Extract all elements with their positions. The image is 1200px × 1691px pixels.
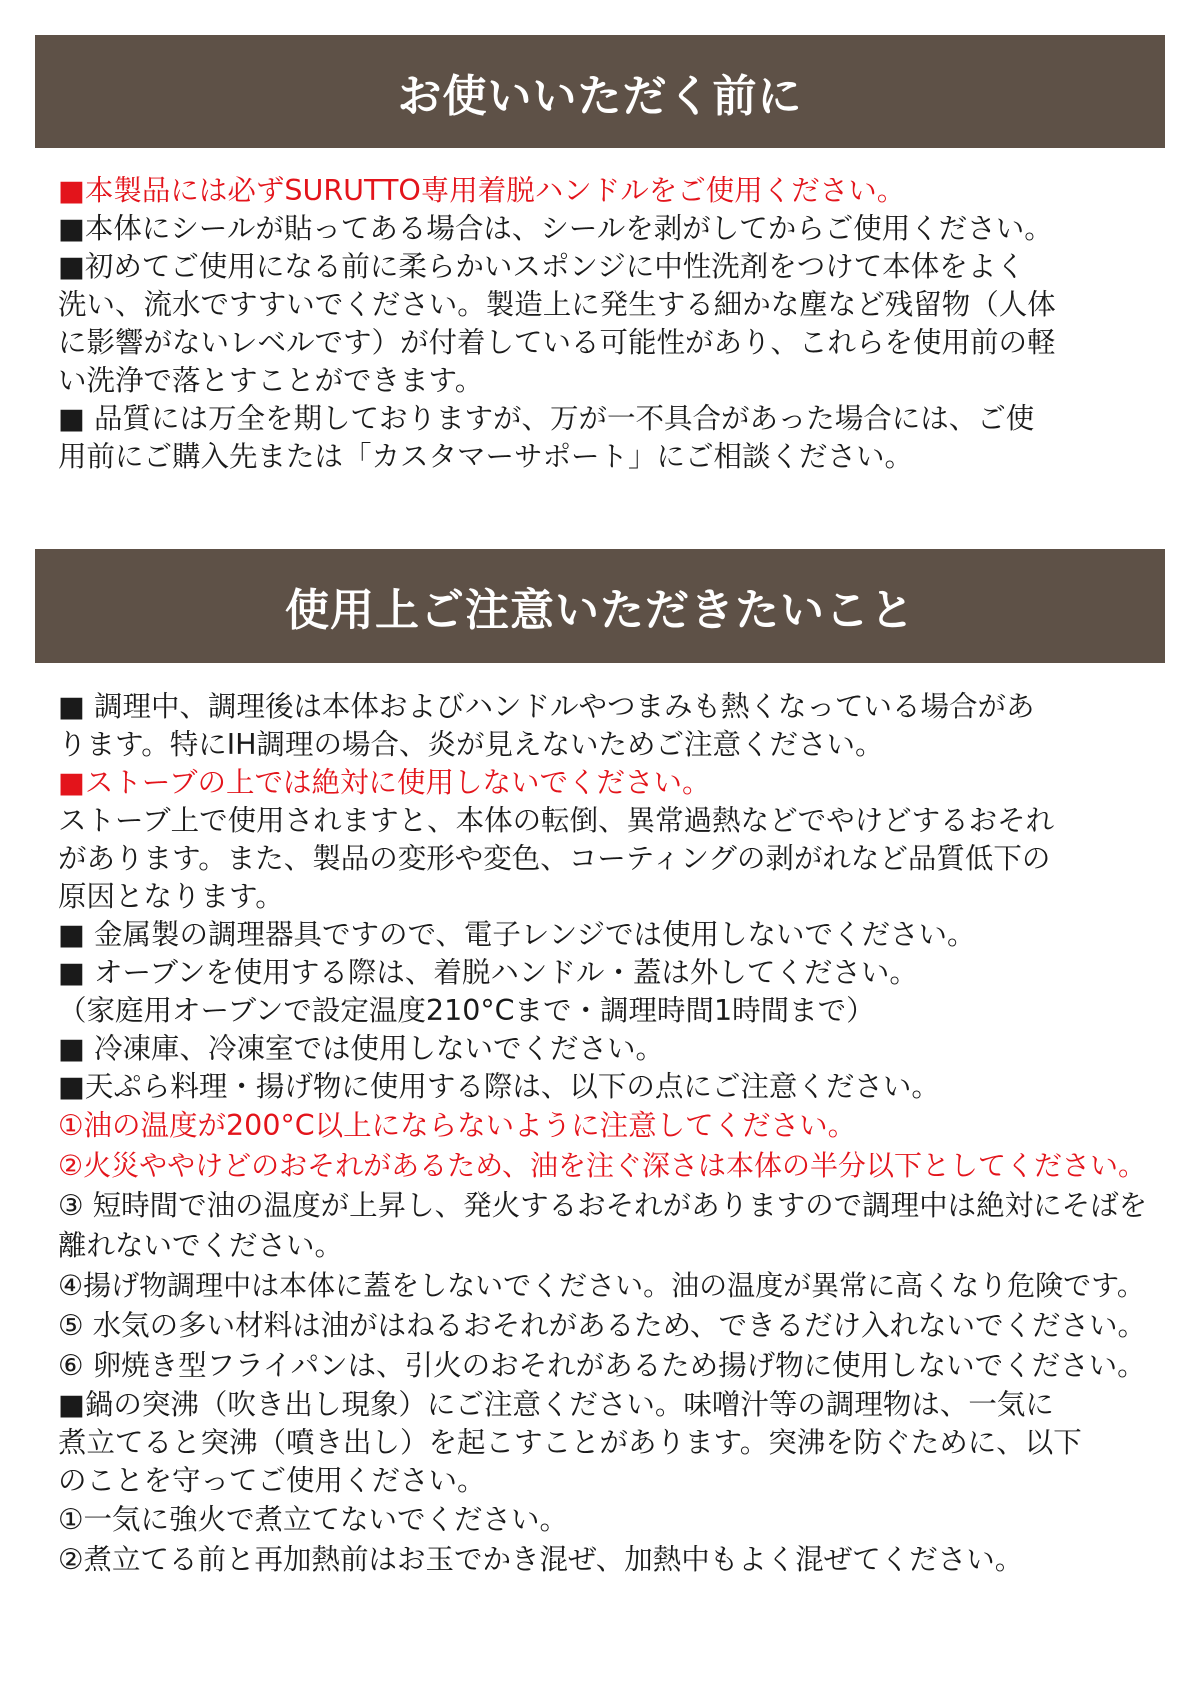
text-line: ります。特にIH調理の場合、炎が見えないためご注意ください。: [58, 728, 884, 761]
text-line: のことを守ってご使用ください。: [58, 1464, 486, 1497]
section-title: 使用上ご注意いただきたいこと: [285, 585, 915, 636]
text-line: ■ 品質には万全を期しておりますが、万が一不具合があった場合には、ご使: [58, 402, 1035, 435]
text-line: ⑥ 卵焼き型フライパンは、引火のおそれがあるため揚げ物に使用しないでください。: [58, 1349, 1146, 1382]
text-line: があります。また、製品の変形や変色、コーティングの剥がれなど品質低下の: [58, 842, 1051, 875]
text-line: （家庭用オーブンで設定温度210°Cまで・調理時間1時間まで）: [58, 994, 875, 1027]
text-line: ②煮立てる前と再加熱前はお玉でかき混ぜ、加熱中もよく混ぜてください。: [58, 1543, 1024, 1576]
text-line: ④揚げ物調理中は本体に蓋をしないでください。油の温度が異常に高くなり危険です。: [58, 1269, 1145, 1302]
text-line: 煮立てると突沸（噴き出し）を起こすことがあります。突沸を防ぐために、以下: [58, 1426, 1082, 1459]
text-line: ■初めてご使用になる前に柔らかいスポンジに中性洗剤をつけて本体をよく: [58, 250, 1025, 283]
text-line: ■ 金属製の調理器具ですので、電子レンジでは使用しないでください。: [58, 918, 976, 951]
text-line: い洗浄で落とすことができます。: [58, 364, 484, 397]
text-line: ■本体にシールが貼ってある場合は、シールを剥がしてからご使用ください。: [58, 212, 1053, 245]
text-line: ⑤ 水気の多い材料は油がはねるおそれがあるため、できるだけ入れないでください。: [58, 1309, 1146, 1342]
text-line: ①一気に強火で煮立てないでください。: [58, 1503, 569, 1536]
text-line: ■ 調理中、調理後は本体およびハンドルやつまみも熱くなっている場合があ: [58, 690, 1035, 723]
section-header-before-use: [35, 35, 1165, 148]
text-line: ■ オーブンを使用する際は、着脱ハンドル・蓋は外してください。: [58, 956, 918, 989]
warning-line: ②火災ややけどのおそれがあるため、油を注ぐ深さは本体の半分以下としてください。: [58, 1149, 1146, 1182]
section-before-use: [58, 172, 1158, 476]
text-line: ■鍋の突沸（吹き出し現象）にご注意ください。味噌汁等の調理物は、一気に: [58, 1388, 1054, 1421]
text-line: 原因となります。: [58, 880, 284, 913]
text-line: ③ 短時間で油の温度が上昇し、発火するおそれがありますので調理中は絶対にそばを: [58, 1189, 1148, 1222]
text-line: ■ 冷凍庫、冷凍室では使用しないでください。: [58, 1032, 664, 1065]
section-title: お使いいただく前に: [397, 70, 803, 122]
warning-line: ■ストーブの上では絶対に使用しないでください。: [58, 766, 711, 799]
text-line: に影響がないレベルです）が付着している可能性があり、これらを使用前の軽: [58, 326, 1056, 359]
text-line: 用前にご購入先または「カスタマーサポート」にご相談ください。: [58, 440, 914, 473]
text-line: 洗い、流水ですすいでください。製造上に発生する細かな塵など残留物（人体: [58, 288, 1056, 321]
section-header-usage-cautions: [35, 549, 1165, 663]
text-line: ■天ぷら料理・揚げ物に使用する際は、以下の点にご注意ください。: [58, 1070, 940, 1103]
text-line: 離れないでください。: [58, 1229, 344, 1262]
text-line: ストーブ上で使用されますと、本体の転倒、異常過熱などでやけどするおそれ: [58, 804, 1055, 837]
section-usage-cautions: [58, 688, 1158, 1580]
warning-line: ■本製品には必ずSURUTTO専用着脱ハンドルをご使用ください。: [58, 174, 906, 207]
warning-line: ①油の温度が200°C以上にならないように注意してください。: [58, 1109, 857, 1142]
